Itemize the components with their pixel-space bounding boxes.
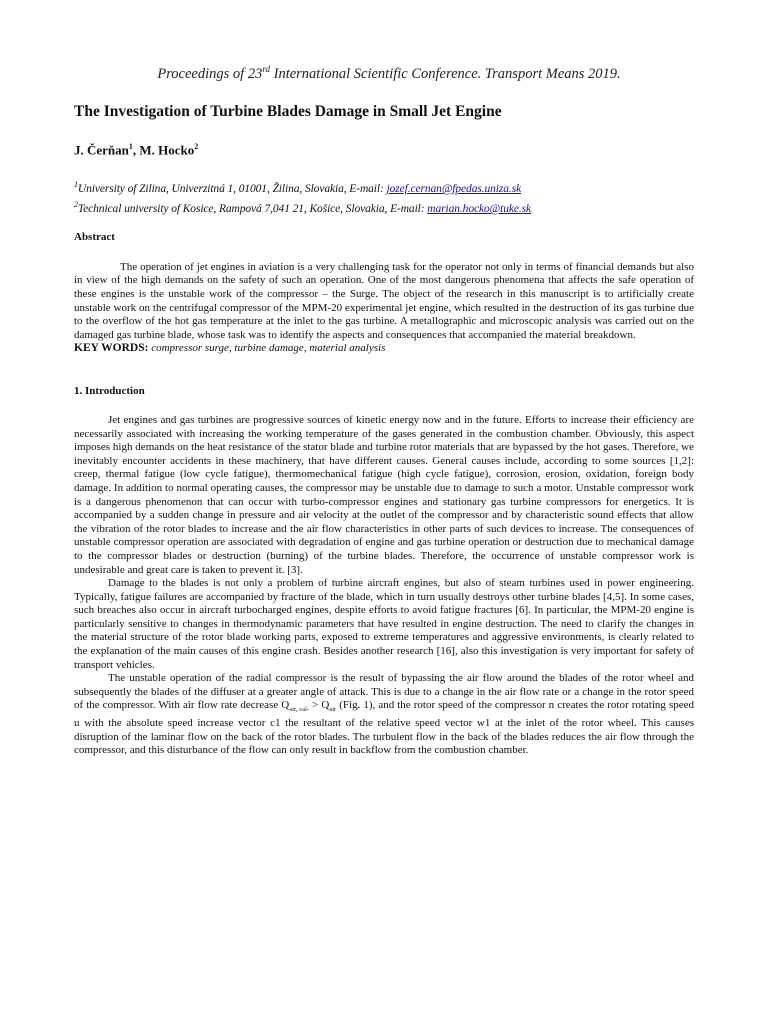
affiliation-1-mark: 1 [74, 180, 78, 190]
paragraph-3-part-b: > Q [309, 699, 330, 712]
proceedings-header [84, 64, 694, 83]
air-flow-calc-subscript: air, cal- [289, 706, 310, 714]
keywords-line [74, 342, 694, 356]
air-flow-subscript: air [329, 706, 337, 714]
author-2: M. Hocko [139, 142, 195, 158]
proceedings-ordinal-suffix: rd [262, 64, 270, 74]
abstract-text: The operation of jet engines in aviation is a very challenging task for the operator not only in terms of financial demands but also in view of the high demands on the safety of such an operation. One of the most dangerous phenomena that affects the safe operation of these engines is the unstable work of the compressor – the Surge. The object of the research in this manuscript is to artificially create unstable work on the centrifugal compressor of the MPM-20 experimental jet engine, which resulted in the destruction of its gas turbine due to the overflow of the hot gas temperature at the inlet to the gas turbine. A metallographic and microscopic analysis was carried out on the damaged gas turbine blade, whose task was to identify the aspects and consequences that accompanied the material breakdown. [74, 260, 694, 341]
introduction-paragraph-2: Damage to the blades is not only a problem of turbine aircraft engines, but also of steam turbines used in power engineering. Typically, fatigue failures are accompanied by fracture of the blade, which in turn usually destroys other turbine blades [4,5]. In some cases, such breaches also occur in aircraft turbocharged engines, despite efforts to avoid fatigue fractures [6]. In particular, the MPM-20 engine is particularly sensitive to changes in thermodynamic parameters that have resulted in engine destruction. The need to clarify the changes in the material structure of the rotor blade working parts, exposed to extreme temperatures and aggressive environments, is clearly related to the explanation of the main causes of this engine crash. Besides another research [16], also this investigation is very important for safety of transport vehicles. [74, 577, 694, 671]
affiliations [74, 177, 694, 217]
affiliation-1-email-link[interactable]: jozef.cernan@fpedas.uniza.sk [386, 182, 522, 195]
paper-page [74, 64, 694, 758]
affiliation-2-text: Technical university of Kosice, Rampová 7,041 21, Košice, Slovakia, E-mail: [77, 202, 428, 215]
author-1: J. Čerňan [74, 142, 129, 158]
author-line [74, 142, 694, 158]
paragraph-3-part-c: (Fig. 1), and the rotor speed of the compressor n creates the rotor rotating speed u with the absolute speed increase vector c1 the resultant of the relative speed vector w1 at the inlet of the rotor wheel. This causes disruption of the laminar flow on the back of the rotor blades. The turbulent flow in the back of the blades reduces the air flow through the compressor, and this disturbance of the flow can only result in backflow from the combustion chamber. [74, 699, 694, 757]
paragraph-3-part-a: The unstable operation of the radial compressor is the result of bypassing the air flow around the blades of the rotor wheel and subsequently the blades of the diffuser at a greater angle of attack. This is due to a change in the air flow rate or a change in the rotor speed of the compressor. With air flow rate decrease Q [74, 672, 694, 712]
keywords-list: compressor surge, turbine damage, material analysis [148, 342, 386, 355]
proceedings-suffix: International Scientific Conference. Transport Means 2019. [270, 65, 621, 82]
introduction-paragraph-3 [74, 672, 694, 758]
paper-title: The Investigation of Turbine Blades Damage in Small Jet Engine [74, 102, 502, 120]
affiliation-2 [74, 197, 694, 217]
affiliation-2-email-link[interactable]: marian.hocko@tuke.sk [427, 202, 532, 215]
abstract-heading: Abstract [74, 230, 115, 243]
author-separator: , [132, 142, 140, 158]
author-2-affiliation-mark: 2 [194, 141, 199, 151]
introduction-paragraph-1: Jet engines and gas turbines are progressive sources of kinetic energy now and in the future. Efforts to increase their efficiency are necessarily associated with increasing the working temperature of the gases generated in the combustion chamber. Obviously, this aspect imposes high demands on the heat resistance of the stator blade and turbine rotor materials that are bypassed by the hot gases. Therefore, we inevitably encounter accidents in these machinery, that have different causes. General causes include, according to some sources [1,2]: creep, thermal fatigue (low cycle fatigue), thermomechanical fatigue (high cycle fatigue), corrosion, erosion, oxidation, foreign body damage. In addition to normal operating causes, the compressor may be unstable due to damage to such a motor. Unstable compressor work is a dangerous phenomenon that can occur with turbo-compressor engines and stationary gas turbine compressors for energetics. It is accompanied by a sudden change in pressure and air velocity at the outlet of the compressor and by characteristic sound effects that allow the vibration of the rotor blades to increase and the air flow characteristics in other parts of such devices to increase. The consequences of unstable compressor operation are associated with degradation of engine and gas turbine operation or destruction due to mechanical damage to the compressor blades or destruction (burning) of the turbine blades. Therefore, the occurrence of unstable compressor work is undesirable and great care is taken to prevent it. [3]. [74, 413, 694, 576]
affiliation-1 [74, 177, 694, 197]
affiliation-2-mark: 2 [74, 199, 78, 209]
keywords-label: KEY WORDS: [74, 342, 149, 355]
author-1-affiliation-mark: 1 [128, 141, 133, 151]
introduction-heading: 1. Introduction [74, 384, 145, 397]
proceedings-prefix: Proceedings of 23 [157, 65, 263, 82]
affiliation-1-text: University of Zilina, Univerzitná 1, 01001, Žilina, Slovakia, E-mail: [77, 182, 387, 195]
